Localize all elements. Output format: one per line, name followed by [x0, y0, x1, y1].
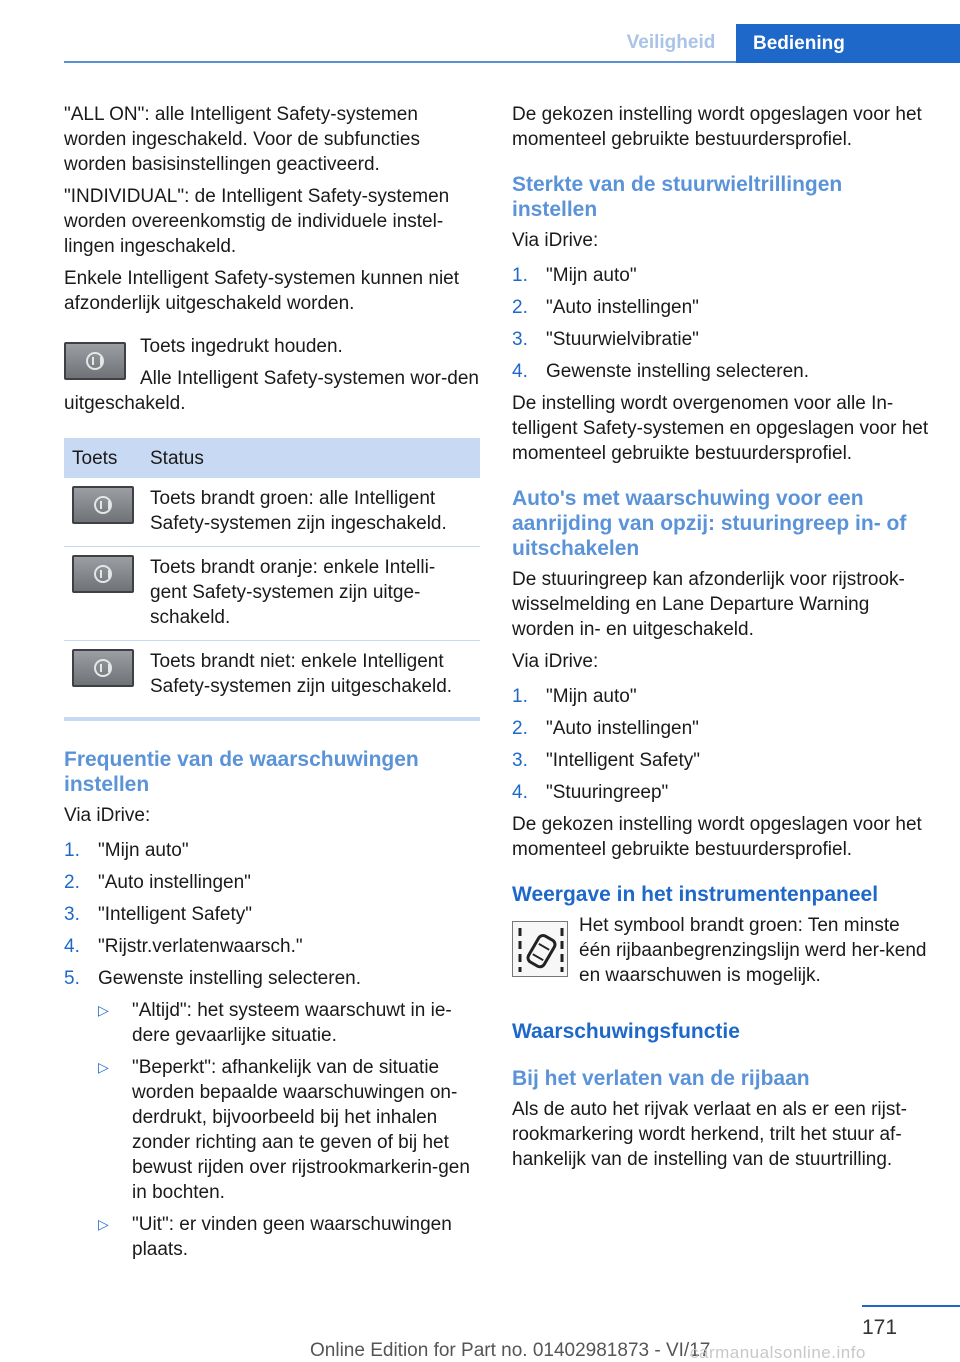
list-item: 2. "Auto instellingen"	[64, 872, 251, 893]
symbol-description: Het symbool brandt groen: Ten minste één rijbaanbegrenzingslijn werd her-kend en waarschuwen is mogelijk.	[579, 915, 927, 986]
safety-button-green-icon	[72, 486, 134, 524]
footer-rule	[862, 1305, 960, 1307]
watermark: carmanualsonline.info	[690, 1343, 866, 1362]
col-header-key: Toets	[64, 438, 142, 478]
hold-line-1: Toets ingedrukt houden.	[140, 336, 343, 357]
safety-button-orange-icon	[72, 555, 134, 593]
option-item: ▷ "Uit": er vinden geen waarschuwingen plaats.	[98, 1214, 452, 1260]
hold-line-2: Alle Intelligent Safety-systemen wor-den uitgeschakeld.	[64, 368, 479, 414]
via-idrive-label: Via iDrive:	[512, 230, 599, 251]
table-row	[64, 478, 480, 547]
frequency-options	[98, 998, 480, 1262]
paragraph-steering-after: De gekozen instelling wordt opgeslagen voor het momenteel gebruikte bestuurdersprofiel.	[512, 814, 922, 860]
right-column	[512, 102, 932, 1179]
table-header-row	[64, 438, 480, 478]
safety-button-off-icon	[72, 649, 134, 687]
triangle-bullet-icon: ▷	[98, 1002, 109, 1018]
lane-departure-icon	[512, 921, 568, 977]
left-column	[64, 102, 480, 1269]
hold-button-block	[64, 334, 480, 416]
heading-steering-intervention: Auto's met waarschuwing voor een aanrijding van opzij: stuuringreep in- of uitschakelen	[512, 487, 907, 560]
via-idrive-label: Via iDrive:	[512, 651, 599, 672]
paragraph-individual: "INDIVIDUAL": de Intelligent Safety-systemen worden overeenkomstig de individuele instel-lingen ingeschakeld.	[64, 186, 450, 257]
heading-warning-function: Waarschuwingsfunctie	[512, 1020, 740, 1043]
tab-veiligheid[interactable]: Veiligheid	[606, 24, 736, 61]
tab-bediening[interactable]: Bediening	[736, 24, 960, 63]
table-cell-status: Toets brandt groen: alle Intelligent Safety-systemen zijn ingeschakeld.	[142, 478, 480, 547]
heading-leave-lane: Bij het verlaten van de rijbaan	[512, 1067, 810, 1090]
list-item: 2. "Auto instellingen"	[512, 718, 699, 739]
table-row	[64, 547, 480, 641]
table-cell-status: Toets brandt niet: enkele Intelligent Safety-systemen zijn uitgeschakeld.	[150, 651, 453, 697]
list-item: 4. "Rijstr.verlatenwaarsch."	[64, 936, 303, 957]
paragraph-all-on: "ALL ON": alle Intelligent Safety-systemen worden ingeschakeld. Voor de subfuncties worden basisinstellingen geactiveerd.	[64, 104, 420, 175]
paragraph-vibration-after: De instelling wordt overgenomen voor alle In-telligent Safety-systemen en opgeslagen voor het momenteel gebruikte bestuurdersprofiel.	[512, 393, 929, 464]
edition-note: Online Edition for Part no. 01402981873 - VI/17	[310, 1340, 711, 1361]
table-cell-status: Toets brandt oranje: enkele Intelli-gent Safety-systemen zijn uitge-schakeld.	[142, 547, 480, 641]
frequency-steps	[64, 838, 480, 1262]
paragraph-not-separately: Enkele Intelligent Safety-systemen kunnen niet afzonderlijk uitgeschakeld worden.	[64, 268, 460, 314]
heading-frequency: Frequentie van de waarschuwingen instellen	[64, 748, 419, 796]
paragraph-leave-lane: Als de auto het rijvak verlaat en als er een rijst-rookmarkering wordt herkend, trilt het stuur af-hankelijk van de instelling van de stuurtrilling.	[512, 1099, 907, 1170]
list-item: 3. "Intelligent Safety"	[64, 904, 252, 925]
symbol-block	[512, 913, 932, 993]
via-idrive-label: Via iDrive:	[64, 805, 151, 826]
triangle-bullet-icon: ▷	[98, 1216, 109, 1232]
list-item: 1. "Mijn auto"	[512, 686, 637, 707]
list-item: 3. "Intelligent Safety"	[512, 750, 700, 771]
option-item: ▷ "Altijd": het systeem waarschuwt in ie-dere gevaarlijke situatie.	[98, 1000, 452, 1046]
status-table	[64, 438, 480, 709]
paragraph-steering: De stuuringreep kan afzonderlijk voor rijstrook-wisselmelding en Lane Departure Warning worden in- en uitgeschakeld.	[512, 569, 905, 640]
col-header-status: Status	[142, 438, 480, 478]
table-row	[64, 641, 480, 710]
list-item: 2. "Auto instellingen"	[512, 297, 699, 318]
list-item: 4. "Stuuringreep"	[512, 782, 669, 803]
steering-steps	[512, 684, 932, 805]
list-item: 3. "Stuurwielvibratie"	[512, 329, 699, 350]
paragraph-saved-profile: De gekozen instelling wordt opgeslagen voor het momenteel gebruikte bestuurdersprofiel.	[512, 104, 922, 150]
list-item: 1. "Mijn auto"	[512, 265, 637, 286]
list-item: 5. Gewenste instelling selecteren. ▷ "Altijd": het systeem waarschuwt in ie-dere gevaarlijke situatie. ▷ "Beperkt": afhankelijk van de situatie worden bepaalde waarschuwingen on-derdrukt, bijvoorbeeld bij het inhalen zonder richting aan te geven of bij het bewust rijden over rijstrookmarkerin-gen in bochten. ▷ "Uit": er vinden geen waarschuwingen plaats.	[64, 966, 480, 1262]
list-item: 4. Gewenste instelling selecteren.	[512, 361, 809, 382]
option-item: ▷ "Beperkt": afhankelijk van de situatie worden bepaalde waarschuwingen on-derdrukt, bijvoorbeeld bij het inhalen zonder richting aan te geven of bij het bewust rijden over rijstrookmarkerin-gen in bochten.	[98, 1057, 470, 1203]
triangle-bullet-icon: ▷	[98, 1059, 109, 1075]
page-number: 171	[862, 1316, 898, 1339]
table-end-rule	[64, 717, 480, 721]
safety-button-icon	[64, 342, 126, 380]
heading-vibration: Sterkte van de stuurwieltrillingen instellen	[512, 173, 843, 221]
heading-instrument-display: Weergave in het instrumentenpaneel	[512, 883, 879, 906]
vibration-steps	[512, 263, 932, 384]
list-item: 1. "Mijn auto"	[64, 840, 189, 861]
